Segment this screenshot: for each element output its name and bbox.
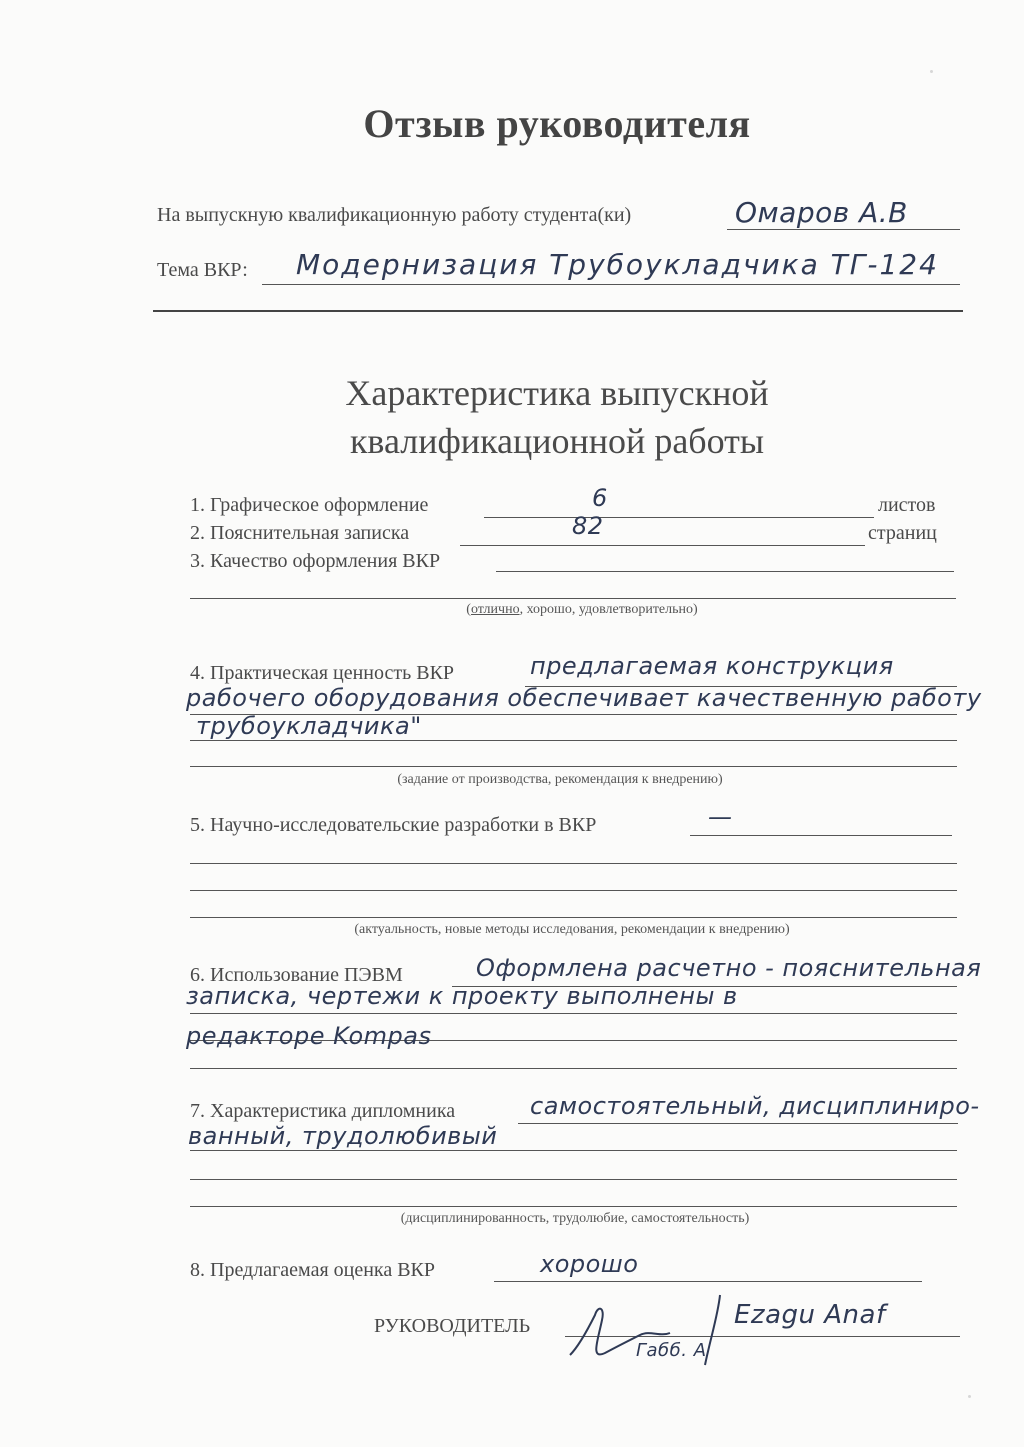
item4-underline-3 (190, 740, 957, 741)
student-name-handwritten: Омаров А.В (735, 196, 908, 229)
item4-label: 4. Практическая ценность ВКР (190, 662, 455, 684)
item8-label: 8. Предлагаемая оценка ВКР (190, 1259, 436, 1281)
item6-underline-4 (190, 1068, 957, 1069)
item7-underline-1 (518, 1123, 958, 1124)
item1-unit: листов (878, 494, 936, 516)
item5-underline-3 (190, 890, 957, 891)
supervisor-label: РУКОВОДИТЕЛЬ (374, 1315, 531, 1337)
item7-caption: (дисциплинированность, трудолюбие, самостоятельность) (400, 1211, 750, 1226)
item5-underline-4 (190, 917, 957, 918)
item4-underline-4 (190, 766, 957, 767)
item1-label: 1. Графическое оформление (190, 494, 429, 516)
item7-underline-2 (190, 1150, 957, 1151)
item4-caption: (задание от производства, рекомендация к внедрению) (397, 772, 723, 787)
signature-initials: Габб. А (636, 1340, 707, 1361)
scan-dot (930, 70, 933, 73)
item5-underline-2 (190, 863, 957, 864)
item4-handwritten-line3: трубоукладчика" (196, 712, 422, 740)
item6-underline-2 (190, 1013, 957, 1014)
item4-handwritten-line1: предлагаемая конструкция (530, 652, 894, 680)
topic-underline (262, 284, 960, 285)
topic-handwritten: Модернизация Трубоукладчика ТГ-124 (296, 248, 939, 281)
item3-caption (0, 602, 1024, 618)
item7-handwritten-line2: ванный, трудолюбивый (188, 1122, 498, 1150)
item5-caption: (актуальность, новые методы исследования, рекомендации к внедрению) (354, 922, 790, 937)
item3-caption-selected: отлично (470, 602, 520, 617)
item3-caption-rest: , хорошо, удовлетворительно) (519, 602, 698, 617)
section-title-line1: Характеристика выпускной (345, 373, 769, 413)
topic-label: Тема ВКР: (157, 259, 248, 281)
item2-label: 2. Пояснительная записка (190, 522, 410, 544)
scan-dot (968, 1395, 971, 1398)
item3-label: 3. Качество оформления ВКР (190, 550, 441, 572)
signature-scribble (560, 1285, 980, 1375)
item7-label: 7. Характеристика дипломника (190, 1100, 456, 1122)
item1-underline (484, 517, 874, 518)
topic-underline-2 (153, 310, 963, 312)
section-title-line2: квалификационной работы (349, 421, 765, 461)
item4-handwritten-line2: рабочего оборудования обеспечивает качественную работу (186, 684, 982, 712)
item7-underline-3 (190, 1179, 957, 1180)
signature-name: Ezagu Anaf (734, 1300, 886, 1330)
document-title: Отзыв руководителя (363, 101, 751, 146)
item5-value-dash: — (708, 803, 733, 831)
item6-handwritten-line2: записка, чертежи к проекту выполнены в (186, 982, 738, 1010)
item3-underline-2 (190, 598, 956, 599)
item6-handwritten-line3: редакторе Kompas (186, 1022, 432, 1050)
item8-underline (494, 1281, 922, 1282)
item2-value-handwritten: 82 (572, 512, 604, 540)
item8-value-handwritten: хорошо (540, 1250, 639, 1278)
item5-underline-1 (690, 835, 952, 836)
item6-label: 6. Использование ПЭВМ (190, 964, 403, 986)
item3-caption-open: ( (466, 602, 471, 617)
item6-handwritten-line1: Оформлена расчетно - пояснительная (476, 954, 982, 982)
student-underline (727, 229, 960, 230)
item7-underline-4 (190, 1206, 957, 1207)
item5-label: 5. Научно-исследовательские разработки в ВКР (190, 814, 597, 836)
item7-handwritten-line1: самостоятельный, дисциплиниро- (530, 1092, 980, 1120)
student-label: На выпускную квалификационную работу студента(ки) (157, 204, 632, 226)
item3-underline (496, 571, 954, 572)
item2-underline (460, 545, 865, 546)
item1-value-handwritten: 6 (592, 484, 608, 512)
item2-unit: страниц (868, 522, 937, 544)
